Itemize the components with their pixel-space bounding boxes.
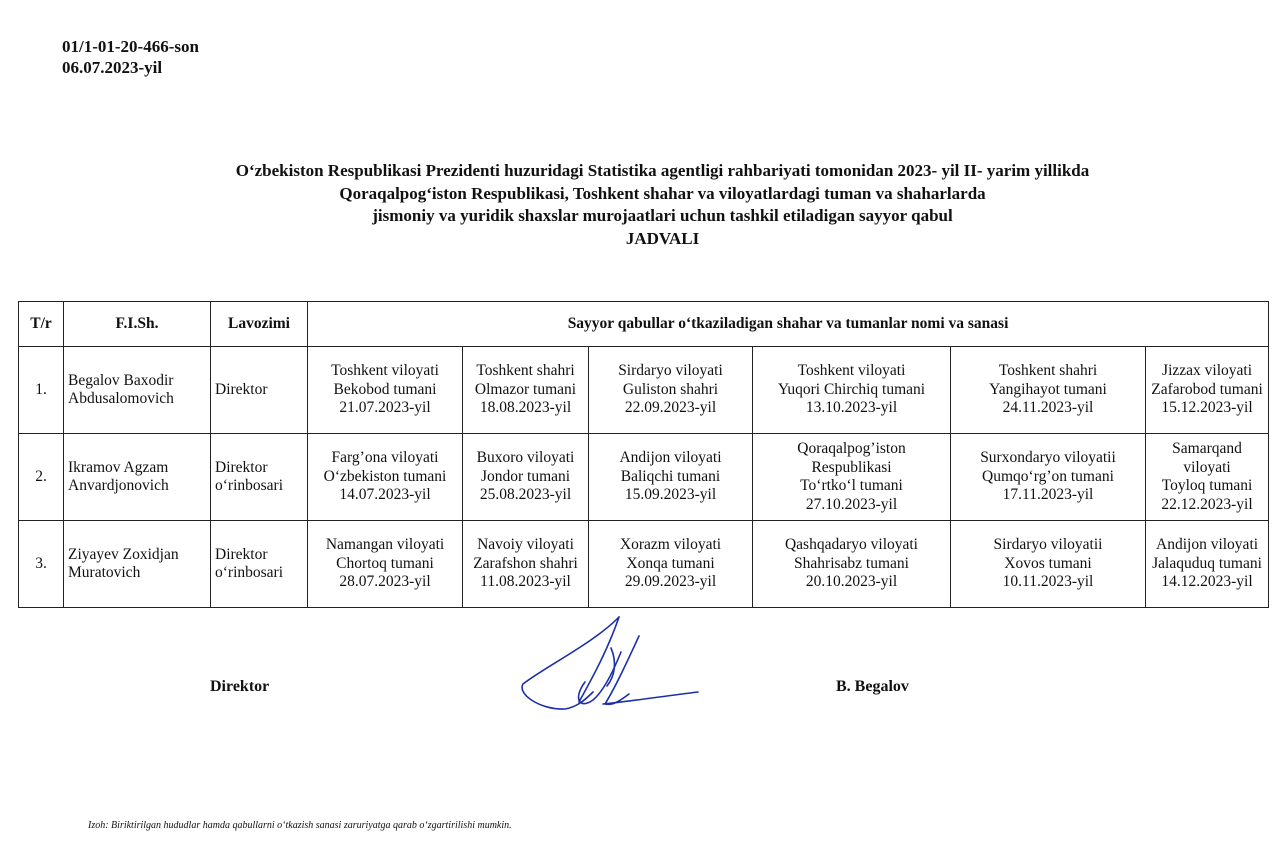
visit-line: Qumqo‘rg’on tumani: [982, 467, 1114, 485]
visit-line: Xovos tumani: [1004, 554, 1092, 572]
visit-cell: [951, 521, 1146, 608]
visit-line: 29.09.2023-yil: [624, 573, 717, 591]
visit-line: 22.09.2023-yil: [624, 399, 717, 417]
visit-line: 20.10.2023-yil: [805, 573, 898, 591]
visit-line: Sirdaryo viloyatii: [993, 536, 1103, 554]
row-number: 1.: [19, 347, 64, 434]
visit-line: Andijon viloyati: [619, 449, 722, 467]
visit-line: 17.11.2023-yil: [1002, 486, 1094, 504]
visit-line: Navoiy viloyati: [477, 536, 574, 554]
signatory-name: B. Begalov: [836, 678, 909, 695]
document-reference: [62, 36, 199, 78]
visit-line: Zarafshon shahri: [473, 554, 578, 572]
signature-role: Direktor: [210, 678, 270, 695]
title-line-1: O‘zbekiston Respublikasi Prezidenti huzuridagi Statistika agentligi rahbariyati tomonidan 2023- yil II- yarim yillikda: [235, 161, 1090, 180]
visit-line: 28.07.2023-yil: [339, 573, 431, 591]
visit-cell: [308, 434, 463, 521]
visit-line: Baliqchi tumani: [620, 467, 721, 485]
visit-cell: [463, 347, 589, 434]
header-name: F.I.Sh.: [64, 302, 211, 347]
reference-number: 01/1-01-20-466-son: [62, 37, 199, 56]
visit-cell: [589, 347, 753, 434]
visit-line: 24.11.2023-yil: [1002, 399, 1094, 417]
person-position: Direktor: [211, 347, 308, 434]
schedule-table: [18, 301, 1269, 608]
visit-cell: [753, 521, 951, 608]
visit-cell: [589, 434, 753, 521]
visit-line: Shahrisabz tumani: [794, 554, 909, 572]
table-row: [19, 521, 1269, 608]
visit-line: Qoraqalpog’iston: [797, 440, 906, 457]
visit-line: 13.10.2023-yil: [805, 399, 898, 417]
visit-line: Sirdaryo viloyati: [618, 362, 723, 380]
person-name: Ziyayev Zoxidjan Muratovich: [64, 521, 211, 608]
visit-line: Yuqori Chirchiq tumani: [777, 380, 926, 398]
visit-line: Qashqadaryo viloyati: [784, 536, 918, 554]
handwritten-signature: [515, 612, 705, 717]
visit-line: Zafarobod tumani: [1151, 380, 1263, 398]
person-name: Begalov Baxodir Abdusalomovich: [64, 347, 211, 434]
visit-line: O‘zbekiston tumani: [323, 467, 447, 485]
visit-line: Bekobod tumani: [333, 380, 437, 398]
header-position: Lavozimi: [211, 302, 308, 347]
visit-line: Xonqa tumani: [626, 554, 715, 572]
visit-line: Toshkent viloyati: [797, 362, 906, 380]
title-line-2: Qoraqalpog‘iston Respublikasi, Toshkent shahar va viloyatlardagi tuman va shaharlarda: [339, 183, 986, 203]
visit-line: 25.08.2023-yil: [479, 486, 572, 504]
footnote: Izoh: Biriktirilgan hududlar hamda qabullarni o‘tkazish sanasi zaruriyatga qarab o‘zgartirilishi mumkin.: [88, 820, 512, 831]
visit-line: Jizzax viloyati: [1162, 362, 1253, 380]
visit-line: 11.08.2023-yil: [480, 573, 571, 591]
row-number: 3.: [19, 521, 64, 608]
visit-cell: [1146, 347, 1269, 434]
table-row: [19, 347, 1269, 434]
visit-line: 14.07.2023-yil: [339, 486, 431, 504]
visit-line: Yangihayot tumani: [989, 380, 1107, 398]
visit-line: Guliston shahri: [622, 380, 719, 398]
visit-line: 14.12.2023-yil: [1161, 573, 1253, 591]
visit-line: Namangan viloyati: [325, 536, 445, 554]
visit-cell: [1146, 521, 1269, 608]
visit-cell: [589, 521, 753, 608]
visit-cell: [463, 521, 589, 608]
header-visits: Sayyor qabullar o‘tkaziladigan shahar va tumanlar nomi va sanasi: [308, 302, 1269, 347]
visit-line: Jalaquduq tumani: [1152, 554, 1262, 572]
document-title: [40, 160, 1285, 250]
visit-line: 27.10.2023-yil: [805, 495, 898, 513]
reference-date: 06.07.2023-yil: [62, 58, 163, 77]
visit-line: Toyloq tumani: [1161, 477, 1253, 494]
visit-line: 18.08.2023-yil: [479, 399, 572, 417]
visit-line: 10.11.2023-yil: [1002, 573, 1094, 591]
visit-line: Respublikasi: [811, 458, 892, 476]
visit-line: Chortoq tumani: [336, 554, 434, 572]
visit-line: Surxondaryo viloyatii: [980, 449, 1116, 467]
visit-line: 22.12.2023-yil: [1161, 495, 1253, 513]
visit-line: Samarqand: [1172, 440, 1242, 457]
visit-line: Andijon viloyati: [1156, 536, 1259, 554]
visit-line: 21.07.2023-yil: [339, 399, 431, 417]
visit-cell: [951, 434, 1146, 521]
visit-cell: [308, 347, 463, 434]
visit-line: 15.09.2023-yil: [624, 486, 717, 504]
visit-cell: [308, 521, 463, 608]
visit-line: Olmazor tumani: [474, 380, 577, 398]
row-number: 2.: [19, 434, 64, 521]
visit-cell: [951, 347, 1146, 434]
visit-line: Jondor tumani: [480, 467, 571, 485]
title-line-3: jismoniy va yuridik shaxslar murojaatlari uchun tashkil etiladigan sayyor qabul: [372, 206, 953, 225]
visit-line: Toshkent shahri: [998, 362, 1098, 380]
visit-cell: [753, 434, 951, 521]
visit-line: Buxoro viloyati: [476, 449, 575, 467]
table-row: [19, 434, 1269, 521]
visit-line: To‘rtko‘l tumani: [800, 477, 903, 494]
visit-line: viloyati: [1183, 458, 1231, 476]
visit-cell: [1146, 434, 1269, 521]
visit-line: Farg’ona viloyati: [331, 449, 439, 467]
visit-cell: [753, 347, 951, 434]
visit-line: Toshkent viloyati: [331, 362, 439, 380]
table-header-row: [19, 302, 1269, 347]
person-position: Direktor o‘rinbosari: [211, 521, 308, 608]
title-line-4: JADVALI: [625, 228, 700, 248]
visit-line: 15.12.2023-yil: [1161, 399, 1253, 417]
visit-cell: [463, 434, 589, 521]
header-num: T/r: [19, 302, 64, 347]
person-position: Direktor o‘rinbosari: [211, 434, 308, 521]
visit-line: Xorazm viloyati: [619, 536, 722, 554]
visit-line: Toshkent shahri: [476, 362, 575, 380]
person-name: Ikramov Agzam Anvardjonovich: [64, 434, 211, 521]
